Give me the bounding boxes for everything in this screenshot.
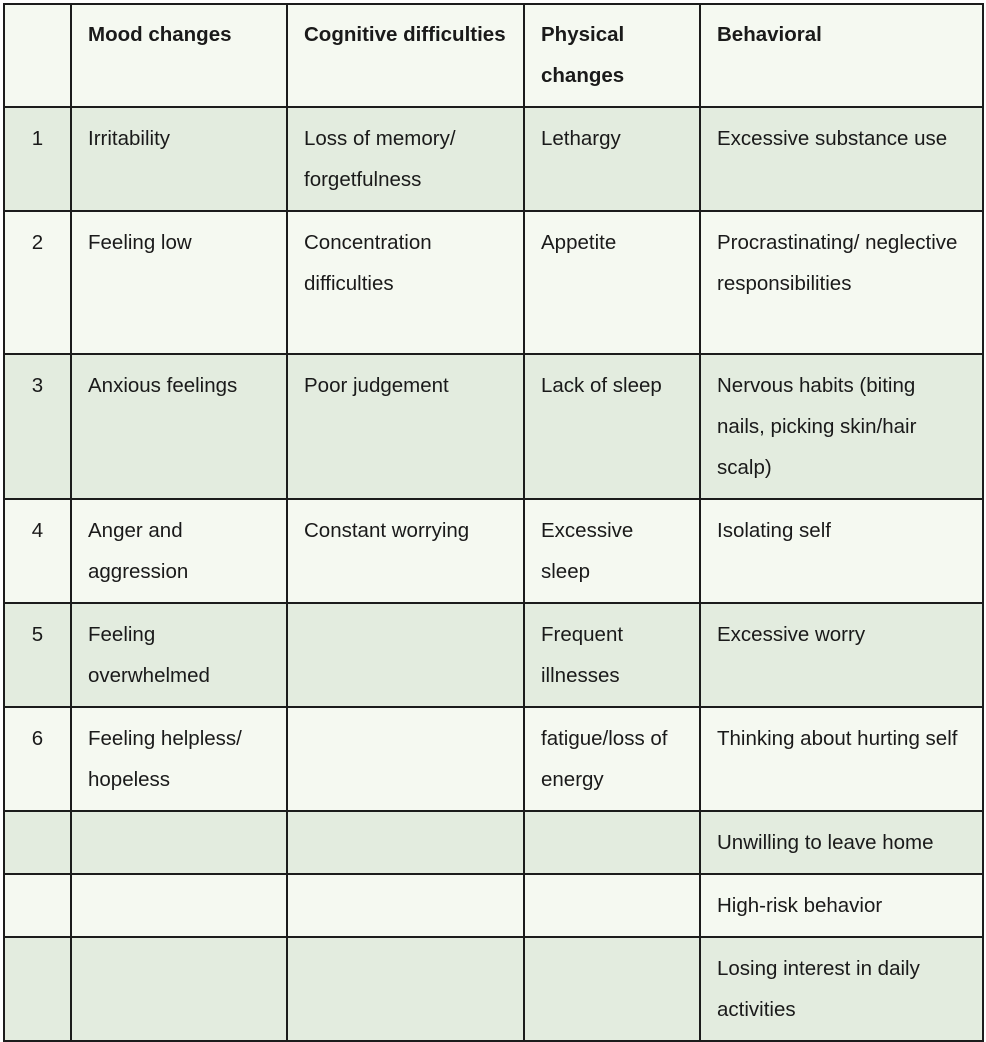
symptoms-table [3, 3, 984, 1042]
table-row [4, 603, 983, 707]
cognitive-cell: Poor judgement [287, 354, 524, 499]
row-number-cell: 3 [4, 354, 71, 499]
row-number-cell: 1 [4, 107, 71, 211]
behavioral-cell: Unwilling to leave home [700, 811, 983, 874]
physical-cell: Lethargy [524, 107, 700, 211]
cognitive-cell: Loss of memory/ forgetfulness [287, 107, 524, 211]
mood-cell: Anxious feelings [71, 354, 287, 499]
physical-cell [524, 874, 700, 937]
table-row [4, 937, 983, 1041]
cognitive-cell: Concentration difficulties [287, 211, 524, 354]
header-cell-mood-changes: Mood changes [71, 4, 287, 107]
row-number-cell [4, 937, 71, 1041]
header-cell-index [4, 4, 71, 107]
table-row [4, 811, 983, 874]
row-number-cell [4, 874, 71, 937]
table-row [4, 211, 983, 354]
row-number-cell: 6 [4, 707, 71, 811]
table-row [4, 354, 983, 499]
behavioral-cell: Isolating self [700, 499, 983, 603]
symptoms-table-container [3, 3, 982, 1042]
cognitive-cell [287, 874, 524, 937]
table-row [4, 874, 983, 937]
physical-cell: Appetite [524, 211, 700, 354]
mood-cell: Irritability [71, 107, 287, 211]
row-number-cell: 5 [4, 603, 71, 707]
physical-cell [524, 811, 700, 874]
behavioral-cell: Nervous habits (biting nails, picking skin/hair scalp) [700, 354, 983, 499]
table-row [4, 499, 983, 603]
cognitive-cell [287, 811, 524, 874]
table-row [4, 107, 983, 211]
behavioral-cell: Losing interest in daily activities [700, 937, 983, 1041]
cognitive-cell [287, 937, 524, 1041]
mood-cell: Feeling helpless/ hopeless [71, 707, 287, 811]
behavioral-cell: Excessive substance use [700, 107, 983, 211]
mood-cell [71, 874, 287, 937]
header-cell-physical-changes: Physical changes [524, 4, 700, 107]
physical-cell [524, 937, 700, 1041]
header-cell-behavioral: Behavioral [700, 4, 983, 107]
mood-cell: Anger and aggression [71, 499, 287, 603]
behavioral-cell: Thinking about hurting self [700, 707, 983, 811]
mood-cell [71, 811, 287, 874]
row-number-cell: 2 [4, 211, 71, 354]
header-row [4, 4, 983, 107]
header-cell-cognitive-difficulties: Cognitive difficulties [287, 4, 524, 107]
physical-cell: Lack of sleep [524, 354, 700, 499]
mood-cell [71, 937, 287, 1041]
cognitive-cell: Constant worrying [287, 499, 524, 603]
behavioral-cell: Excessive worry [700, 603, 983, 707]
behavioral-cell: High-risk behavior [700, 874, 983, 937]
behavioral-cell: Procrastinating/ neglective responsibilities [700, 211, 983, 354]
mood-cell: Feeling overwhelmed [71, 603, 287, 707]
physical-cell: fatigue/loss of energy [524, 707, 700, 811]
physical-cell: Frequent illnesses [524, 603, 700, 707]
table-row [4, 707, 983, 811]
cognitive-cell [287, 603, 524, 707]
row-number-cell [4, 811, 71, 874]
physical-cell: Excessive sleep [524, 499, 700, 603]
cognitive-cell [287, 707, 524, 811]
mood-cell: Feeling low [71, 211, 287, 354]
row-number-cell: 4 [4, 499, 71, 603]
